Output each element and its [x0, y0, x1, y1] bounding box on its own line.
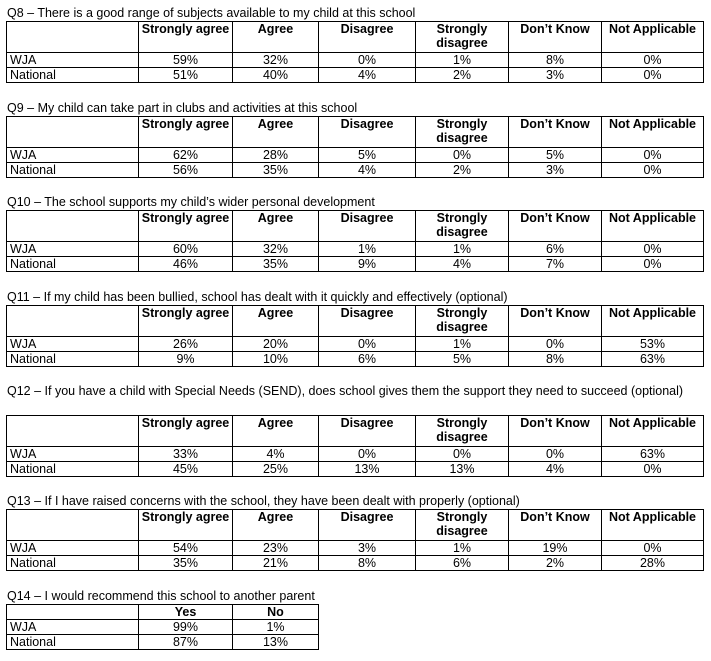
value-cell: 0% — [416, 148, 509, 163]
column-header: Strongly disagree — [416, 510, 509, 541]
value-cell: 28% — [233, 148, 319, 163]
q11-results-table — [6, 305, 704, 367]
q9-results-table — [6, 116, 704, 178]
column-header: Don’t Know — [509, 22, 602, 53]
row-label: National — [7, 462, 139, 477]
column-header: Strongly disagree — [416, 306, 509, 337]
row-label: WJA — [7, 242, 139, 257]
value-cell: 1% — [416, 541, 509, 556]
column-header: Disagree — [319, 211, 416, 242]
table-header-row — [7, 510, 704, 541]
column-header: No — [233, 605, 319, 620]
value-cell: 8% — [509, 53, 602, 68]
value-cell: 40% — [233, 68, 319, 83]
value-cell: 5% — [509, 148, 602, 163]
value-cell: 51% — [139, 68, 233, 83]
value-cell: 32% — [233, 53, 319, 68]
column-header: Strongly agree — [139, 117, 233, 148]
column-header: Don’t Know — [509, 306, 602, 337]
column-header: Not Applicable — [602, 510, 704, 541]
table-row — [7, 68, 704, 83]
q11-question-title: Q11 – If my child has been bullied, school has dealt with it quickly and effectively (optional) — [7, 290, 508, 304]
value-cell: 4% — [319, 163, 416, 178]
column-header: Strongly agree — [139, 306, 233, 337]
table-row — [7, 462, 704, 477]
value-cell: 1% — [416, 242, 509, 257]
row-label: WJA — [7, 620, 139, 635]
table-row — [7, 556, 704, 571]
column-header: Yes — [139, 605, 233, 620]
row-label: National — [7, 556, 139, 571]
table-header-row — [7, 605, 319, 620]
column-header: Not Applicable — [602, 416, 704, 447]
value-cell: 28% — [602, 556, 704, 571]
q10-question-title: Q10 – The school supports my child’s wider personal development — [7, 195, 375, 209]
column-header: Agree — [233, 510, 319, 541]
value-cell: 60% — [139, 242, 233, 257]
row-label: National — [7, 257, 139, 272]
value-cell: 33% — [139, 447, 233, 462]
table-row — [7, 447, 704, 462]
value-cell: 0% — [602, 148, 704, 163]
value-cell: 32% — [233, 242, 319, 257]
value-cell: 3% — [509, 68, 602, 83]
column-header: Strongly disagree — [416, 416, 509, 447]
q10-results-table — [6, 210, 704, 272]
value-cell: 1% — [233, 620, 319, 635]
column-header: Disagree — [319, 117, 416, 148]
header-blank-cell — [7, 211, 139, 242]
row-label: National — [7, 163, 139, 178]
value-cell: 1% — [319, 242, 416, 257]
q13-results-table — [6, 509, 704, 571]
value-cell: 5% — [319, 148, 416, 163]
value-cell: 1% — [416, 53, 509, 68]
column-header: Agree — [233, 211, 319, 242]
header-blank-cell — [7, 22, 139, 53]
value-cell: 0% — [509, 447, 602, 462]
value-cell: 6% — [319, 352, 416, 367]
value-cell: 0% — [416, 447, 509, 462]
value-cell: 7% — [509, 257, 602, 272]
value-cell: 46% — [139, 257, 233, 272]
table-row — [7, 163, 704, 178]
value-cell: 0% — [319, 447, 416, 462]
table-header-row — [7, 22, 704, 53]
row-label: WJA — [7, 447, 139, 462]
value-cell: 0% — [319, 53, 416, 68]
row-label: National — [7, 635, 139, 650]
value-cell: 3% — [509, 163, 602, 178]
value-cell: 45% — [139, 462, 233, 477]
value-cell: 35% — [139, 556, 233, 571]
column-header: Not Applicable — [602, 117, 704, 148]
q13-question-title: Q13 – If I have raised concerns with the school, they have been dealt with properly (optional) — [7, 494, 520, 508]
value-cell: 4% — [233, 447, 319, 462]
value-cell: 1% — [416, 337, 509, 352]
column-header: Don’t Know — [509, 416, 602, 447]
value-cell: 0% — [509, 337, 602, 352]
row-label: WJA — [7, 148, 139, 163]
q9-question-title: Q9 – My child can take part in clubs and activities at this school — [7, 101, 358, 115]
value-cell: 53% — [602, 337, 704, 352]
column-header: Strongly agree — [139, 510, 233, 541]
value-cell: 54% — [139, 541, 233, 556]
value-cell: 5% — [416, 352, 509, 367]
column-header: Agree — [233, 416, 319, 447]
column-header: Not Applicable — [602, 211, 704, 242]
value-cell: 10% — [233, 352, 319, 367]
column-header: Strongly agree — [139, 416, 233, 447]
header-blank-cell — [7, 117, 139, 148]
value-cell: 0% — [602, 462, 704, 477]
value-cell: 8% — [509, 352, 602, 367]
row-label: WJA — [7, 53, 139, 68]
value-cell: 13% — [416, 462, 509, 477]
value-cell: 0% — [602, 257, 704, 272]
q8-results-table — [6, 21, 704, 83]
header-blank-cell — [7, 416, 139, 447]
q14-question-title: Q14 – I would recommend this school to another parent — [7, 589, 315, 603]
value-cell: 6% — [509, 242, 602, 257]
header-blank-cell — [7, 605, 139, 620]
column-header: Strongly disagree — [416, 117, 509, 148]
column-header: Strongly disagree — [416, 211, 509, 242]
value-cell: 21% — [233, 556, 319, 571]
value-cell: 9% — [319, 257, 416, 272]
row-label: WJA — [7, 541, 139, 556]
value-cell: 35% — [233, 163, 319, 178]
q12-question-title: Q12 – If you have a child with Special Needs (SEND), does school gives them the support they need to succeed (optional) — [7, 384, 684, 398]
column-header: Disagree — [319, 416, 416, 447]
table-row — [7, 620, 319, 635]
value-cell: 2% — [416, 68, 509, 83]
column-header: Disagree — [319, 510, 416, 541]
q12-results-table — [6, 415, 704, 477]
value-cell: 3% — [319, 541, 416, 556]
table-row — [7, 257, 704, 272]
value-cell: 0% — [602, 68, 704, 83]
value-cell: 4% — [509, 462, 602, 477]
value-cell: 25% — [233, 462, 319, 477]
value-cell: 59% — [139, 53, 233, 68]
value-cell: 0% — [602, 53, 704, 68]
table-row — [7, 53, 704, 68]
column-header: Disagree — [319, 22, 416, 53]
column-header: Disagree — [319, 306, 416, 337]
column-header: Agree — [233, 306, 319, 337]
column-header: Strongly disagree — [416, 22, 509, 53]
q8-question-title: Q8 – There is a good range of subjects available to my child at this school — [7, 6, 416, 20]
column-header: Don’t Know — [509, 117, 602, 148]
column-header: Agree — [233, 22, 319, 53]
column-header: Don’t Know — [509, 510, 602, 541]
header-blank-cell — [7, 510, 139, 541]
value-cell: 9% — [139, 352, 233, 367]
table-row — [7, 148, 704, 163]
value-cell: 13% — [319, 462, 416, 477]
value-cell: 8% — [319, 556, 416, 571]
value-cell: 0% — [602, 242, 704, 257]
column-header: Agree — [233, 117, 319, 148]
value-cell: 4% — [416, 257, 509, 272]
value-cell: 19% — [509, 541, 602, 556]
column-header: Strongly agree — [139, 22, 233, 53]
value-cell: 13% — [233, 635, 319, 650]
table-header-row — [7, 211, 704, 242]
table-header-row — [7, 416, 704, 447]
value-cell: 87% — [139, 635, 233, 650]
value-cell: 4% — [319, 68, 416, 83]
column-header: Not Applicable — [602, 22, 704, 53]
row-label: National — [7, 68, 139, 83]
value-cell: 0% — [602, 163, 704, 178]
value-cell: 62% — [139, 148, 233, 163]
value-cell: 0% — [319, 337, 416, 352]
q14-results-table — [6, 604, 319, 650]
value-cell: 63% — [602, 352, 704, 367]
table-row — [7, 242, 704, 257]
value-cell: 0% — [602, 541, 704, 556]
column-header: Not Applicable — [602, 306, 704, 337]
table-row — [7, 337, 704, 352]
value-cell: 99% — [139, 620, 233, 635]
column-header: Strongly agree — [139, 211, 233, 242]
value-cell: 63% — [602, 447, 704, 462]
value-cell: 23% — [233, 541, 319, 556]
table-row — [7, 635, 319, 650]
row-label: WJA — [7, 337, 139, 352]
table-header-row — [7, 306, 704, 337]
table-row — [7, 352, 704, 367]
table-header-row — [7, 117, 704, 148]
header-blank-cell — [7, 306, 139, 337]
value-cell: 26% — [139, 337, 233, 352]
column-header: Don’t Know — [509, 211, 602, 242]
value-cell: 2% — [509, 556, 602, 571]
value-cell: 35% — [233, 257, 319, 272]
value-cell: 6% — [416, 556, 509, 571]
value-cell: 56% — [139, 163, 233, 178]
row-label: National — [7, 352, 139, 367]
value-cell: 20% — [233, 337, 319, 352]
table-row — [7, 541, 704, 556]
value-cell: 2% — [416, 163, 509, 178]
